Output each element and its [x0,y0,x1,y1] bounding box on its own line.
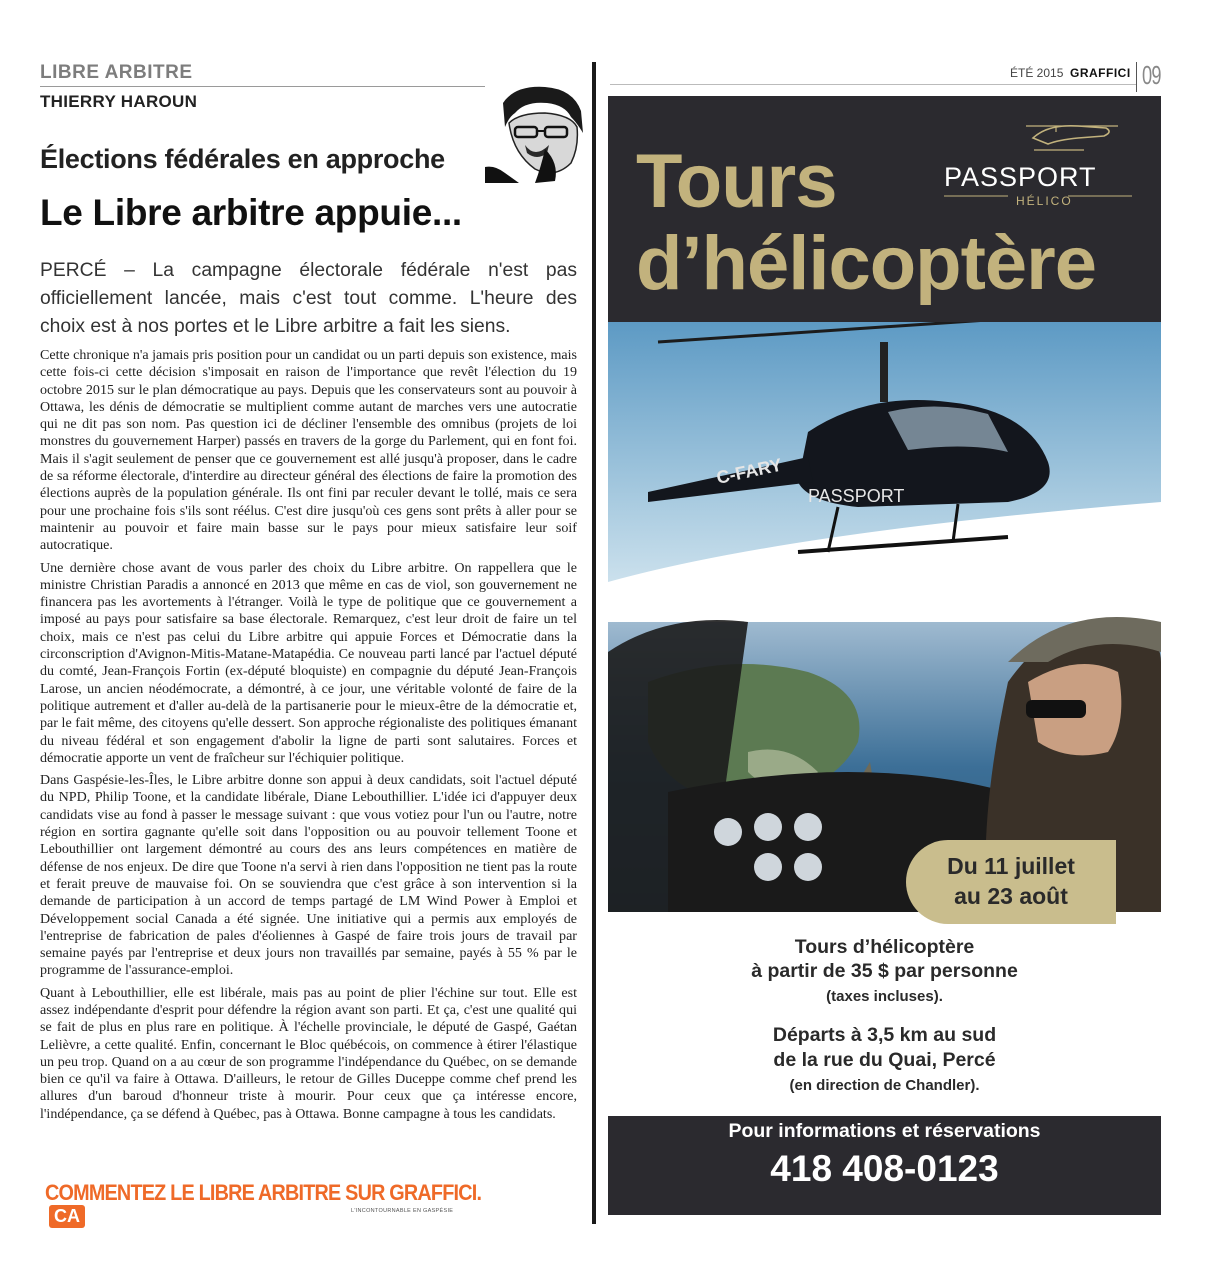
article-paragraph: Dans Gaspésie-les-Îles, le Libre arbitre donne son appui à deux candidats, soit l'actuel député du NPD, Philip Toone, et la candidate libérale, Diane Lebouthillier. L'idée ici d'appuyer deux candidats vise au fond à passer le message suivant : que vous votiez pour l'un ou l'autre, notre région en sortira gagnante qu'elle soit dans l'opposition ou au pouvoir tellement Toone et Lebouthillier ont largement démontré au cours des ans leurs compétences en matière de défense de nos enjeux. De dire que Toone n'a servi à rien dans l'opposition ne tient pas la route et ferait preuve de mauvaise foi. On se souviendra que c'est grâce à son intervention si la demande de participation à un accord de temps partagé de LM Wind Power à Emploi et Développement social Canada a été signée. Une initiative qui a permis aux employés de l'entreprise de fabrication de pales d'éoliennes à Gaspé de faire trois jours de travail par semaine payés par l'entreprise et deux jours non travaillés par semaine, payés à 55 % par le programme de l'assurance-emploi. [40,772,577,979]
article-paragraph: Quant à Lebouthillier, elle est libérale, mais pas au point de plier l'échine sur tout. Elle est assez indépendante d'esprit pour défendre la région avant son parti. Et ça, c'est une qualité qui se fait de plus en plus rare en politique. À l'échelle provinciale, le député de Gaspé, Gaétan Lelièvre, a cette qualité. Enfin, concernant le Bloc québécois, on commence à étirer l'élastique un peu trop. Quand on a au cœur de son programme l'indépendance du Québec, on se demande bien ce qu'il va faire à Ottawa. D'ailleurs, le retour de Gilles Duceppe comme chef prend les allures d'un baroud d'honneur triste à mourir. Pour ceux que ça intéresse encore, l'indépendance, ça se défend à Québec, pas à Ottawa. Bonne campagne à tous les candidats. [40,984,577,1122]
offer-line2: à partir de 35 $ par personne [751,960,1018,982]
header-rule [610,84,1136,85]
comment-tagline: L'INCONTOURNABLE EN GASPÉSIE [351,1208,454,1214]
section-label: LIBRE ARBITRE [40,62,193,83]
ad-title-line2: d’hélicoptère [636,221,1096,306]
column-divider [592,62,596,1224]
article-paragraph: Une dernière chose avant de vous parler des choix du Libre arbitre. On rappellera que le ministre Christian Paradis a annoncé en 2013 que même en cas de viol, son gouvernement ne financera pas les avortements à l'étranger. Voilà le type de politique que ce gouvernement a imposé au pays pour satisfaire sa base électorale. Remarquez, c'est leur droit de faire un tel choix, mais ce n'est pas celui du Libre arbitre qui appuie Forces et Démocratie dans la circonscription d'Avignon-Mitis-Matane-Matapédia. Ce nouveau parti lancé par l'actuel député du comté, Jean-François Fortin (ex-député bloquiste) en compagnie du député Jean-François Larose, un ancien néodémocrate, a démontré, à ce jour, une véritable volonté de faire de la politique autrement et d'aller au-delà de la partisanerie pour le mieux-être de la démocratie et, par le fait même, des citoyens qu'elle dessert. Son approche régionaliste des politiques émanant du niveau fédéral et son engagement d'abolir la ligne de parti sont salutaires. Forces et démocratie apporte un vent de fraîcheur sur l'échiquier politique. [40,559,577,766]
depart-line1: Départs à 3,5 km au sud [772,1024,997,1046]
dates-line1: Du 11 juillet [947,853,1075,879]
comment-banner[interactable] [45,1180,485,1226]
dates-badge [906,840,1116,924]
article-body [40,347,577,1128]
comment-banner-text[interactable]: COMMENTEZ LE LIBRE ARBITRE SUR GRAFFICI. [45,1180,482,1205]
header-separator [1136,62,1137,92]
article-kicker: Élections fédérales en approche [40,144,445,174]
author-name: THIERRY HAROUN [40,92,198,111]
article-paragraph: Cette chronique n'a jamais pris position pour un candidat ou un parti depuis son existence, mais cette fois-ci cette décision s'imposait en raison de l'importance que revêt l'élection du 19 octobre 2015 sur le plan démocratique au pays. Depuis que les conservateurs sont au pouvoir à Ottawa, les dénis de démocratie se multiplient comme autant de marches vers une autocratie qui ne dit pas son nom. Pas question ici de décliner l'ensemble des omnibus (projets de loi monstres du gouvernement Harper) passés en travers de la gorge du Parlement, qui en font foi. Mais il s'agit seulement de penser que ce gouvernement est allé jusqu'à proposer, dans le cadre de sa réforme électorale, d'interdire au directeur général des élections de faire la promotion des élections auprès de la population générale. Ils ont fini par reculer devant le tollé, mais ce sera pour une prochaine fois s'ils sont réélus. C'est dire jusqu'où ces gens sont prêts à aller pour se maintenir au pouvoir et faire main basse sur le pays pour mieux satisfaire leur soif autocratique. [40,347,577,554]
helicopter-ad [608,96,1161,1215]
depart-line2: de la rue du Quai, Percé [773,1049,996,1071]
article-lead: PERCÉ – La campagne électorale fédérale n'est pas officiellement lancée, mais c'est tout comme. L'heure des choix est à nos portes et le Libre arbitre a fait les siens. [40,260,577,337]
comment-badge[interactable]: CA [49,1205,85,1228]
dates-line2: au 23 août [954,883,1068,909]
heli-registration: C-FARY [714,454,784,488]
ad-title-line1: Tours [636,139,837,224]
article-headline: Le Libre arbitre appuie... [40,192,462,233]
author-portrait [485,83,589,183]
offer-line1: Tours d’hélicoptère [794,936,975,958]
issue-label: ÉTÉ 2015 [1010,66,1064,80]
depart-note: (en direction de Chandler). [789,1077,980,1094]
helicopter-photo [608,322,1161,912]
offer-panel [608,912,1161,1116]
offer-note: (taxes incluses). [826,988,943,1005]
logo-subtitle: HÉLICO [1016,194,1073,208]
page-number: 09 [1142,60,1161,90]
publication-name: GRAFFICI [1070,66,1131,80]
info-label: Pour informations et réservations [728,1120,1041,1142]
heli-brand: PASSPORT [808,486,905,506]
logo-wordmark: PASSPORT [944,162,1097,192]
phone-number[interactable]: 418 408-0123 [770,1148,999,1189]
